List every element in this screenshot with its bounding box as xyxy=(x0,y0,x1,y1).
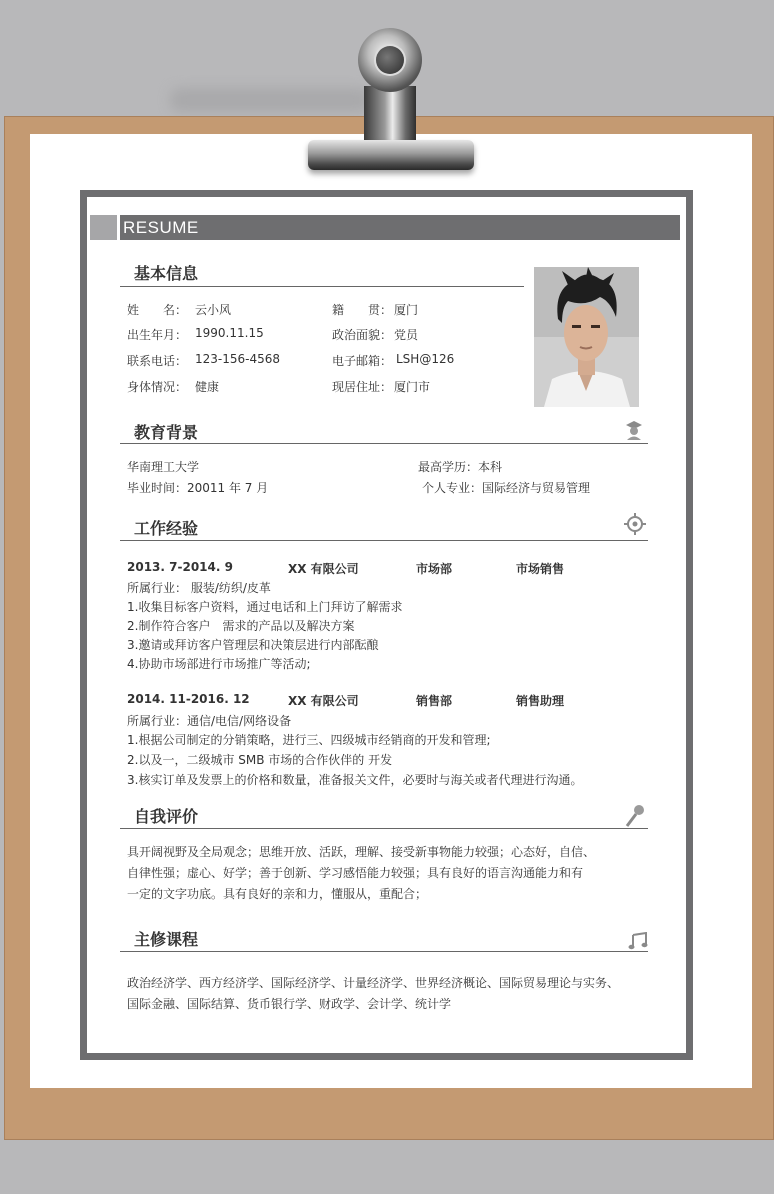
profile-photo-image xyxy=(534,267,639,407)
field-label: 联系电话： xyxy=(127,354,188,368)
header-band xyxy=(120,215,680,240)
job-department: 销售部 xyxy=(416,694,453,708)
field-value: 1990.11.15 xyxy=(195,326,264,340)
binder-clip-base xyxy=(308,140,474,170)
work-heading: 工作经验 xyxy=(134,519,199,538)
job-period: 2014. 11-2016. 12 xyxy=(127,692,250,706)
basic-info-heading: 基本信息 xyxy=(134,264,199,283)
resume-title: RESUME xyxy=(123,218,199,237)
resume-header-bar xyxy=(90,215,680,240)
self-eval-line: 自律性强；虚心、好学；善于创新、学习感悟能力较强；具有良好的语言沟通能力和有 xyxy=(127,866,584,880)
course-line: 国际金融、国际结算、货币银行学、财政学、会计学、统计学 xyxy=(127,997,452,1011)
education-rule xyxy=(120,443,648,444)
field-value: 厦门 xyxy=(394,303,419,317)
major: 个人专业：国际经济与贸易管理 xyxy=(422,481,591,495)
course-line: 政治经济学、西方经济学、国际经济学、计量经济学、世界经济概论、国际贸易理论与实务、 xyxy=(127,976,620,990)
self-eval-line: 一定的文字功底。具有良好的亲和力，懂服从，重配合； xyxy=(127,887,428,901)
job-duty: 4.协助市场部进行市场推广等活动; xyxy=(127,657,311,671)
job-industry: 所属行业： 服装/纺织/皮革 xyxy=(127,581,271,595)
education-heading: 教育背景 xyxy=(134,423,199,442)
job-position: 销售助理 xyxy=(516,694,565,708)
field-label: 电子邮箱： xyxy=(332,354,393,368)
binder-clip-neck xyxy=(364,86,416,146)
profile-photo xyxy=(534,267,639,407)
field-label: 姓 名： xyxy=(127,303,188,317)
microphone-icon xyxy=(625,804,645,832)
field-label: 籍 贯： xyxy=(332,303,393,317)
job-department: 市场部 xyxy=(416,562,453,576)
music-note-icon xyxy=(628,932,648,954)
work-rule xyxy=(120,540,648,541)
job-duty: 1.收集目标客户资料，通过电话和上门拜访了解需求 xyxy=(127,600,403,614)
field-value: LSH@126 xyxy=(396,352,455,366)
job-period: 2013. 7-2014. 9 xyxy=(127,560,233,574)
header-square xyxy=(90,215,117,240)
degree: 最高学历：本科 xyxy=(418,460,503,474)
job-duty: 2.以及一，二级城市 SMB 市场的合作伙伴的 开发 xyxy=(127,753,393,767)
job-duty: 1.根据公司制定的分销策略，进行三、四级城市经销商的开发和管理; xyxy=(127,733,491,747)
courses-rule xyxy=(120,951,648,952)
school-name: 华南理工大学 xyxy=(127,460,200,474)
self-eval-rule xyxy=(120,828,648,829)
binder-clip-ring xyxy=(358,28,422,92)
job-industry: 所属行业：通信/电信/网络设备 xyxy=(127,714,292,728)
field-value: 厦门市 xyxy=(394,380,431,394)
field-label: 政治面貌： xyxy=(332,328,393,342)
target-icon xyxy=(624,513,646,539)
job-company: XX 有限公司 xyxy=(288,562,359,576)
self-eval-line: 具开阔视野及全局观念；思维开放、活跃，理解、接受新事物能力较强；心态好，自信、 xyxy=(127,845,596,859)
field-value: 健康 xyxy=(195,380,220,394)
graduation-date: 毕业时间：20011 年 7 月 xyxy=(127,481,269,495)
job-duty: 2.制作符合客户 需求的产品以及解决方案 xyxy=(127,619,355,633)
courses-heading: 主修课程 xyxy=(134,930,199,949)
field-value: 党员 xyxy=(394,328,419,342)
field-value: 云小风 xyxy=(195,303,232,317)
job-duty: 3.邀请或拜访客户管理层和决策层进行内部酝酿 xyxy=(127,638,379,652)
job-duty: 3.核实订单及发票上的价格和数量，准备报关文件，必要时与海关或者代理进行沟通。 xyxy=(127,773,583,787)
self-eval-heading: 自我评价 xyxy=(134,807,199,826)
field-label: 身体情况： xyxy=(127,380,188,394)
job-position: 市场销售 xyxy=(516,562,565,576)
field-label: 现居住址： xyxy=(332,380,393,394)
graduate-icon xyxy=(625,420,643,444)
field-value: 123-156-4568 xyxy=(195,352,281,366)
clip-shadow xyxy=(170,88,370,112)
field-label: 出生年月： xyxy=(127,328,188,342)
basic-info-rule xyxy=(120,286,524,287)
job-company: XX 有限公司 xyxy=(288,694,359,708)
